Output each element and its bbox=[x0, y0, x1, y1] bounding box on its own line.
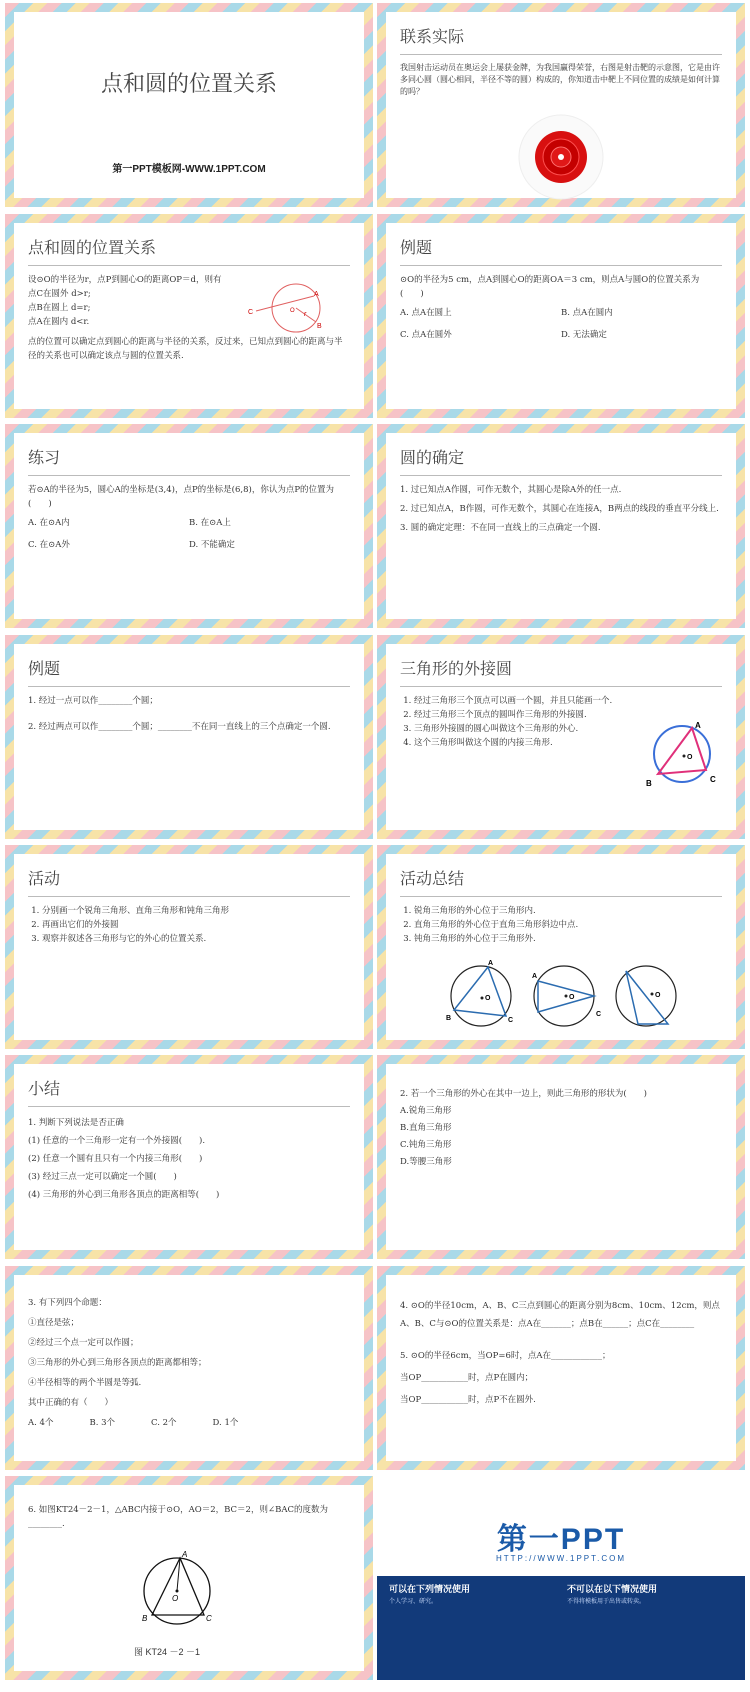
three-triangles-diagram bbox=[446, 956, 686, 1041]
slide-body bbox=[400, 273, 722, 342]
label-r: r bbox=[304, 311, 307, 318]
forbidden-title: 不可以在以下情况使用 bbox=[567, 1584, 658, 1594]
list-item: (3) 经过三点一定可以确定一个圆( ) bbox=[28, 1172, 177, 1182]
list-item: 1. 经过一点可以作________个圆； bbox=[28, 696, 158, 706]
question-text: 若⊙A的半径为5，圆心A的坐标是(3,4)，点P的坐标是(6,8)，你认为点P的位置为( ) bbox=[28, 485, 335, 509]
svg-text:O: O bbox=[569, 994, 575, 1001]
list-item: ②经过三个点一定可以作圆； bbox=[28, 1338, 139, 1348]
slide-card bbox=[386, 433, 736, 619]
slide-9 bbox=[5, 845, 373, 1049]
label-c: C bbox=[206, 1614, 212, 1623]
title-divider bbox=[28, 686, 350, 687]
slide-title: 活动总结 bbox=[400, 869, 465, 888]
list-heading: 1. 判断下列说法是否正确 bbox=[28, 1118, 124, 1128]
slide-body bbox=[28, 1293, 350, 1433]
slide-title: 活动 bbox=[28, 869, 61, 888]
option-d: D. 1个 bbox=[212, 1418, 239, 1428]
slide-text: 我国射击运动员在奥运会上屡获金牌，为我国赢得荣誉，右图是射击靶的示意图，它是由许多同心圆（圆心相同，半径不等的圆）构成的，你知道击中靶上不同位置的成绩是如何计算的吗？ bbox=[400, 63, 720, 96]
slide-body bbox=[400, 904, 722, 946]
slide-card bbox=[386, 12, 736, 198]
point-circle-diagram bbox=[244, 278, 334, 338]
slide-1 bbox=[5, 3, 373, 207]
slide-15 bbox=[5, 1476, 373, 1680]
slide-7 bbox=[5, 635, 373, 839]
label-o: O bbox=[687, 754, 693, 761]
option-a: A. 在⊙A内 bbox=[28, 518, 70, 528]
list-item: 1. 锐角三角形的外心位于三角形内. bbox=[414, 904, 722, 918]
usage-panel bbox=[377, 1576, 745, 1680]
slide-title: 小结 bbox=[28, 1079, 61, 1098]
slide-6 bbox=[377, 424, 745, 628]
label-b: B bbox=[446, 1015, 452, 1022]
slide-title: 例题 bbox=[400, 238, 433, 257]
slide-body bbox=[28, 904, 350, 946]
slide-8 bbox=[377, 635, 745, 839]
circumcircle-diagram bbox=[644, 714, 724, 794]
slide-title: 联系实际 bbox=[400, 27, 465, 46]
title-divider bbox=[400, 475, 722, 476]
list-heading: 3. 有下列四个命题： bbox=[28, 1298, 107, 1308]
label-a: A bbox=[314, 291, 319, 298]
question-5c: 当OP___________时，点P不在圆外. bbox=[400, 1395, 536, 1405]
slide-11 bbox=[5, 1055, 373, 1259]
svg-text:A: A bbox=[532, 973, 538, 980]
slide-card bbox=[14, 1275, 364, 1461]
label-c: C bbox=[710, 775, 716, 784]
title-divider bbox=[28, 475, 350, 476]
list-item: 4. 这个三角形叫做这个圆的内接三角形. bbox=[414, 736, 722, 750]
title-divider bbox=[400, 265, 722, 266]
slide-title: 练习 bbox=[28, 448, 61, 467]
question-text: 2. 若一个三角形的外心在其中一边上，则此三角形的形状为( ) bbox=[400, 1089, 647, 1099]
list-item: (1) 任意的一个三角形一定有一个外接圆( ). bbox=[28, 1136, 206, 1146]
label-a: A bbox=[182, 1550, 188, 1559]
site-url: HTTP://WWW.1PPT.COM bbox=[496, 1554, 626, 1563]
slide-card bbox=[14, 433, 364, 619]
slide-title: 点和圆的位置关系 bbox=[28, 238, 157, 257]
slide-card bbox=[386, 644, 736, 830]
option-c: C. 在⊙A外 bbox=[28, 540, 70, 550]
svg-text:C: C bbox=[596, 1011, 602, 1018]
option-b: B. 3个 bbox=[89, 1418, 116, 1428]
list-item: 3. 观察并叙述各三角形与它的外心的位置关系. bbox=[42, 932, 350, 946]
label-b: B bbox=[317, 323, 322, 330]
slide-body bbox=[400, 483, 722, 540]
list-item: 点A在圆内 d<r. bbox=[28, 317, 90, 327]
label-o: O bbox=[485, 995, 491, 1002]
logo: 第一PPT bbox=[496, 1523, 626, 1556]
label-b: B bbox=[142, 1614, 148, 1623]
option-d: D. 不能确定 bbox=[189, 540, 235, 550]
slide-body bbox=[400, 1086, 722, 1171]
label-a: A bbox=[695, 721, 701, 730]
title-divider bbox=[28, 896, 350, 897]
slide-13 bbox=[5, 1266, 373, 1470]
slide-card bbox=[386, 1275, 736, 1461]
question-text: ⊙O的半径为5 cm，点A到圆心O的距离OA＝3 cm，则点A与圆O的位置关系为( ) bbox=[400, 275, 700, 299]
slide-card bbox=[386, 854, 736, 1040]
option-c: C. 2个 bbox=[151, 1418, 177, 1428]
label-o: O bbox=[172, 1594, 179, 1603]
slide-subtitle: 第一PPT模板网-WWW.1PPT.COM bbox=[112, 164, 266, 175]
option-c: C.钝角三角形 bbox=[400, 1140, 452, 1150]
allowed-title: 可以在下列情况使用 bbox=[389, 1584, 471, 1594]
title-divider bbox=[28, 265, 350, 266]
slide-3 bbox=[5, 214, 373, 418]
allowed-subtitle: 个人学习、研究。 bbox=[389, 1598, 438, 1605]
target-image bbox=[516, 112, 606, 202]
option-b: B. 在⊙A上 bbox=[189, 518, 231, 528]
slide-card bbox=[14, 854, 364, 1040]
option-a: A.锐角三角形 bbox=[400, 1106, 452, 1116]
svg-text:O: O bbox=[655, 992, 661, 999]
option-d: D. 无法确定 bbox=[561, 330, 607, 340]
list-item: 点B在圆上 d=r; bbox=[28, 303, 91, 313]
question-text: 6. 如图KT24－2－1，△ABC内接于⊙O，AO＝2，BC＝2，则∠BAC的度数为________. bbox=[28, 1505, 328, 1529]
forbidden-subtitle: 不得将模板用于出售或转卖。 bbox=[567, 1598, 646, 1605]
list-item: 1. 经过三角形三个顶点可以画一个圆，并且只能画一个. bbox=[414, 694, 722, 708]
list-item: 2. 经过两点可以作________个圆；________不在同一直线上的三个点确定一个圆. bbox=[28, 722, 331, 732]
slide-card bbox=[386, 1064, 736, 1250]
figure-caption: 图 KT24 －2 －1 bbox=[134, 1647, 201, 1657]
slide-body bbox=[400, 1297, 722, 1409]
slide-10 bbox=[377, 845, 745, 1049]
option-a: A. 4个 bbox=[28, 1418, 54, 1428]
list-item: 2. 经过三角形三个顶点的圆叫作三角形的外接圆. bbox=[414, 708, 722, 722]
slide-body bbox=[28, 483, 350, 552]
list-item: 2. 直角三角形的外心位于直角三角形斜边中点. bbox=[414, 918, 722, 932]
label-c: C bbox=[508, 1017, 514, 1024]
list-item: 3. 圆的确定定理：不在同一直线上的三点确定一个圆. bbox=[400, 523, 601, 533]
slide-title: 三角形的外接圆 bbox=[400, 659, 513, 678]
list-item: 3. 三角形外接圆的圆心叫做这个三角形的外心. bbox=[414, 722, 722, 736]
option-b: B. 点A在圆内 bbox=[561, 308, 613, 318]
slide-body bbox=[28, 1114, 350, 1204]
slide-card bbox=[14, 1064, 364, 1250]
option-d: D.等腰三角形 bbox=[400, 1157, 452, 1167]
summary-text: 点的位置可以确定点到圆心的距离与半径的关系，反过来，已知点到圆心的距离与半径的关系也可以确定该点与圆的位置关系. bbox=[28, 337, 343, 361]
title-divider bbox=[28, 1106, 350, 1107]
title-divider bbox=[400, 896, 722, 897]
question-5: 5. ⊙O的半径6cm，当OP=6时，点A在____________； bbox=[400, 1351, 611, 1361]
question-4: 4. ⊙O的半径10cm，A、B、C三点到圆心的距离分别为8cm、10cm、12cm，则点A、B、C与⊙O的位置关系是：点A在_______；点B在______；点C在________ bbox=[400, 1301, 720, 1329]
title-divider bbox=[400, 54, 722, 55]
slide-card bbox=[14, 223, 364, 409]
slide-body bbox=[28, 1503, 350, 1531]
list-item: ③三角形的外心到三角形各顶点的距离都相等； bbox=[28, 1358, 207, 1368]
list-item: 2. 过已知点A，B作圆，可作无数个，其圆心在连接A，B两点的线段的垂直平分线上. bbox=[400, 504, 719, 514]
list-item: (4) 三角形的外心到三角形各顶点的距离相等( ) bbox=[28, 1190, 220, 1200]
option-a: A. 点A在圆上 bbox=[400, 308, 452, 318]
list-item: 2. 再画出它们的外接圆 bbox=[42, 918, 350, 932]
slide-14 bbox=[377, 1266, 745, 1470]
list-item: 1. 过已知点A作圆，可作无数个，其圆心是除A外的任一点. bbox=[400, 485, 622, 495]
slide-card bbox=[14, 644, 364, 830]
list-item: (2) 任意一个圆有且只有一个内接三角形( ) bbox=[28, 1154, 203, 1164]
slide-12 bbox=[377, 1055, 745, 1259]
slide-title: 例题 bbox=[28, 659, 61, 678]
list-item: 点C在圆外 d>r; bbox=[28, 289, 91, 299]
circle-triangle-figure bbox=[132, 1545, 222, 1631]
question-ask: 其中正确的有（ ） bbox=[28, 1398, 114, 1408]
label-o: O bbox=[290, 308, 295, 314]
list-item: 1. 分别画一个锐角三角形、直角三角形和钝角三角形 bbox=[42, 904, 350, 918]
slide-title: 圆的确定 bbox=[400, 448, 465, 467]
slide-16 bbox=[377, 1476, 745, 1680]
label-a: A bbox=[488, 960, 494, 967]
slide-4 bbox=[377, 214, 745, 418]
label-b: B bbox=[646, 779, 652, 788]
list-item: ④半径相等的两个半圆是等弧. bbox=[28, 1378, 142, 1388]
option-c: C. 点A在圆外 bbox=[400, 330, 452, 340]
slide-card bbox=[386, 223, 736, 409]
slide-body bbox=[28, 694, 350, 739]
slide-2 bbox=[377, 3, 745, 207]
question-5b: 当OP___________时，点P在圆内； bbox=[400, 1373, 534, 1383]
label-c: C bbox=[248, 309, 254, 316]
option-b: B.直角三角形 bbox=[400, 1123, 452, 1133]
slide-5 bbox=[5, 424, 373, 628]
list-item: ①直径是弦； bbox=[28, 1318, 80, 1328]
slide-card bbox=[14, 1485, 364, 1671]
list-item: 3. 钝角三角形的外心位于三角形外. bbox=[414, 932, 722, 946]
intro-text: 设⊙O的半径为r，点P到圆心O的距离OP＝d，则有 bbox=[28, 275, 222, 285]
slide-title: 点和圆的位置关系 bbox=[100, 72, 277, 97]
title-divider bbox=[400, 686, 722, 687]
slide-card bbox=[14, 12, 364, 198]
